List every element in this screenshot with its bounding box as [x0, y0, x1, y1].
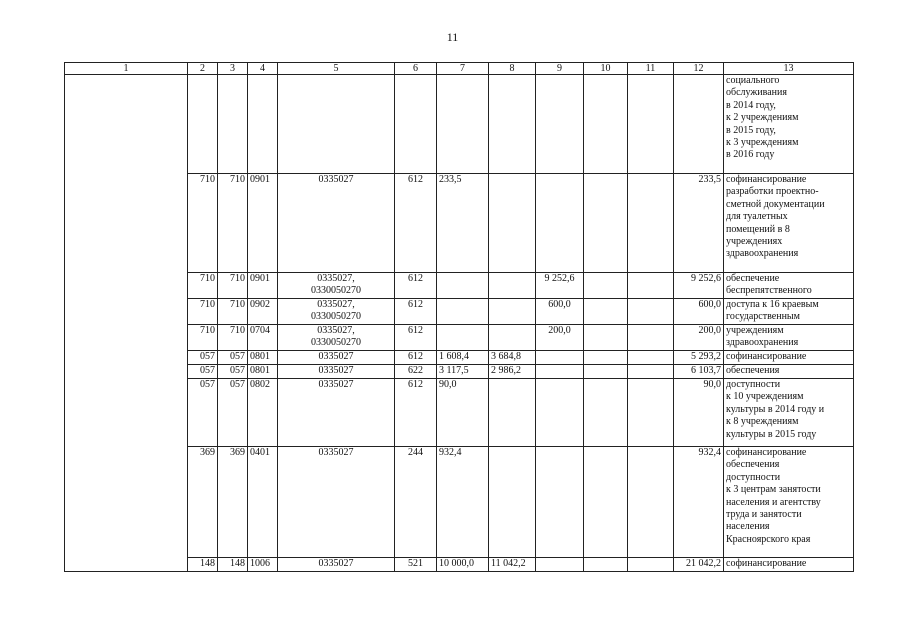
cell-col-9 — [536, 558, 584, 572]
cell-col-12: 5 293,2 — [674, 351, 724, 365]
cell-col-9 — [536, 75, 584, 174]
cell-col-12: 90,0 — [674, 379, 724, 447]
cell-col-10 — [584, 325, 628, 351]
column-header-10: 10 — [584, 63, 628, 75]
cell-col-6: 612 — [395, 351, 437, 365]
cell-col-2: 710 — [188, 174, 218, 273]
cell-col-12: 233,5 — [674, 174, 724, 273]
description-cell: социального обслуживания в 2014 году, к 2 учреждениям в 2015 году, к 3 учреждениям в 2016 году — [724, 75, 854, 174]
column-1-cell — [65, 75, 188, 572]
cell-col-8 — [489, 379, 536, 447]
cell-col-3: 057 — [218, 351, 248, 365]
cell-col-6: 612 — [395, 174, 437, 273]
cell-col-7: 10 000,0 — [437, 558, 489, 572]
cell-col-12: 9 252,6 — [674, 273, 724, 299]
description-cell: обеспечение беспрепятственного — [724, 273, 854, 299]
cell-col-11 — [628, 351, 674, 365]
header-row — [65, 63, 854, 75]
cell-col-11 — [628, 447, 674, 558]
cell-col-11 — [628, 75, 674, 174]
description-cell: обеспечения — [724, 365, 854, 379]
cell-col-10 — [584, 447, 628, 558]
cell-col-7: 932,4 — [437, 447, 489, 558]
table-body — [65, 63, 854, 572]
cell-col-5: 0335027 — [278, 447, 395, 558]
cell-col-4 — [248, 75, 278, 174]
cell-col-12: 21 042,2 — [674, 558, 724, 572]
cell-col-5: 0335027 — [278, 379, 395, 447]
cell-col-7 — [437, 325, 489, 351]
cell-col-12 — [674, 75, 724, 174]
cell-col-4: 0902 — [248, 299, 278, 325]
cell-col-5: 0335027, 0330050270 — [278, 273, 395, 299]
cell-col-9 — [536, 447, 584, 558]
cell-col-3: 057 — [218, 365, 248, 379]
cell-col-10 — [584, 558, 628, 572]
cell-col-2: 710 — [188, 273, 218, 299]
cell-col-8 — [489, 325, 536, 351]
cell-col-3: 710 — [218, 325, 248, 351]
table-row — [65, 75, 854, 174]
cell-col-8 — [489, 174, 536, 273]
cell-col-6: 612 — [395, 379, 437, 447]
column-header-12: 12 — [674, 63, 724, 75]
cell-col-6: 622 — [395, 365, 437, 379]
cell-col-3: 369 — [218, 447, 248, 558]
cell-col-10 — [584, 365, 628, 379]
cell-col-9: 200,0 — [536, 325, 584, 351]
column-header-9: 9 — [536, 63, 584, 75]
cell-col-4: 0801 — [248, 351, 278, 365]
column-header-2: 2 — [188, 63, 218, 75]
cell-col-2: 057 — [188, 365, 218, 379]
column-header-13: 13 — [724, 63, 854, 75]
cell-col-8: 11 042,2 — [489, 558, 536, 572]
cell-col-11 — [628, 365, 674, 379]
cell-col-12: 6 103,7 — [674, 365, 724, 379]
cell-col-4: 1006 — [248, 558, 278, 572]
cell-col-6: 521 — [395, 558, 437, 572]
cell-col-8: 3 684,8 — [489, 351, 536, 365]
cell-col-11 — [628, 299, 674, 325]
cell-col-10 — [584, 75, 628, 174]
cell-col-6: 612 — [395, 273, 437, 299]
cell-col-5: 0335027 — [278, 351, 395, 365]
cell-col-3: 710 — [218, 174, 248, 273]
column-header-4: 4 — [248, 63, 278, 75]
cell-col-6: 612 — [395, 299, 437, 325]
cell-col-7: 3 117,5 — [437, 365, 489, 379]
cell-col-3 — [218, 75, 248, 174]
cell-col-9: 600,0 — [536, 299, 584, 325]
cell-col-11 — [628, 174, 674, 273]
description-cell: доступа к 16 краевым государственным — [724, 299, 854, 325]
description-cell: софинансирование — [724, 351, 854, 365]
cell-col-6 — [395, 75, 437, 174]
cell-col-2: 057 — [188, 351, 218, 365]
cell-col-7: 1 608,4 — [437, 351, 489, 365]
column-header-11: 11 — [628, 63, 674, 75]
column-header-1: 1 — [65, 63, 188, 75]
cell-col-5: 0335027, 0330050270 — [278, 325, 395, 351]
cell-col-12: 600,0 — [674, 299, 724, 325]
cell-col-11 — [628, 273, 674, 299]
cell-col-10 — [584, 351, 628, 365]
column-header-7: 7 — [437, 63, 489, 75]
cell-col-4: 0802 — [248, 379, 278, 447]
cell-col-8 — [489, 299, 536, 325]
cell-col-5: 0335027 — [278, 365, 395, 379]
cell-col-4: 0801 — [248, 365, 278, 379]
budget-table — [64, 62, 854, 572]
cell-col-9 — [536, 365, 584, 379]
cell-col-9: 9 252,6 — [536, 273, 584, 299]
cell-col-5: 0335027 — [278, 558, 395, 572]
cell-col-7 — [437, 299, 489, 325]
description-cell: учреждениям здравоохранения — [724, 325, 854, 351]
cell-col-4: 0901 — [248, 174, 278, 273]
cell-col-4: 0901 — [248, 273, 278, 299]
cell-col-10 — [584, 299, 628, 325]
cell-col-7: 90,0 — [437, 379, 489, 447]
column-header-3: 3 — [218, 63, 248, 75]
cell-col-10 — [584, 379, 628, 447]
cell-col-5 — [278, 75, 395, 174]
cell-col-4: 0401 — [248, 447, 278, 558]
cell-col-11 — [628, 379, 674, 447]
cell-col-10 — [584, 273, 628, 299]
cell-col-7: 233,5 — [437, 174, 489, 273]
cell-col-8: 2 986,2 — [489, 365, 536, 379]
cell-col-2: 710 — [188, 299, 218, 325]
cell-col-7 — [437, 273, 489, 299]
cell-col-4: 0704 — [248, 325, 278, 351]
cell-col-2: 148 — [188, 558, 218, 572]
page-number: 11 — [446, 30, 459, 44]
cell-col-2 — [188, 75, 218, 174]
cell-col-3: 710 — [218, 299, 248, 325]
cell-col-7 — [437, 75, 489, 174]
cell-col-11 — [628, 558, 674, 572]
cell-col-3: 057 — [218, 379, 248, 447]
cell-col-8 — [489, 447, 536, 558]
cell-col-2: 369 — [188, 447, 218, 558]
cell-col-5: 0335027 — [278, 174, 395, 273]
cell-col-3: 710 — [218, 273, 248, 299]
cell-col-5: 0335027, 0330050270 — [278, 299, 395, 325]
cell-col-6: 612 — [395, 325, 437, 351]
column-header-5: 5 — [278, 63, 395, 75]
cell-col-9 — [536, 174, 584, 273]
cell-col-2: 057 — [188, 379, 218, 447]
cell-col-9 — [536, 379, 584, 447]
cell-col-8 — [489, 273, 536, 299]
cell-col-8 — [489, 75, 536, 174]
column-header-6: 6 — [395, 63, 437, 75]
cell-col-3: 148 — [218, 558, 248, 572]
cell-col-11 — [628, 325, 674, 351]
cell-col-12: 932,4 — [674, 447, 724, 558]
cell-col-12: 200,0 — [674, 325, 724, 351]
cell-col-10 — [584, 174, 628, 273]
description-cell: софинансирование разработки проектно- сметной документации для туалетных помещений в 8 учреждениях здравоохранения — [724, 174, 854, 273]
description-cell: доступности к 10 учреждениям культуры в 2014 году и к 8 учреждениям культуры в 2015 году — [724, 379, 854, 447]
cell-col-6: 244 — [395, 447, 437, 558]
cell-col-9 — [536, 351, 584, 365]
cell-col-2: 710 — [188, 325, 218, 351]
description-cell: софинансирование — [724, 558, 854, 572]
column-header-8: 8 — [489, 63, 536, 75]
description-cell: софинансирование обеспечения доступности к 3 центрам занятости населения и агентству труда и занятости населения Красноярского края — [724, 447, 854, 558]
